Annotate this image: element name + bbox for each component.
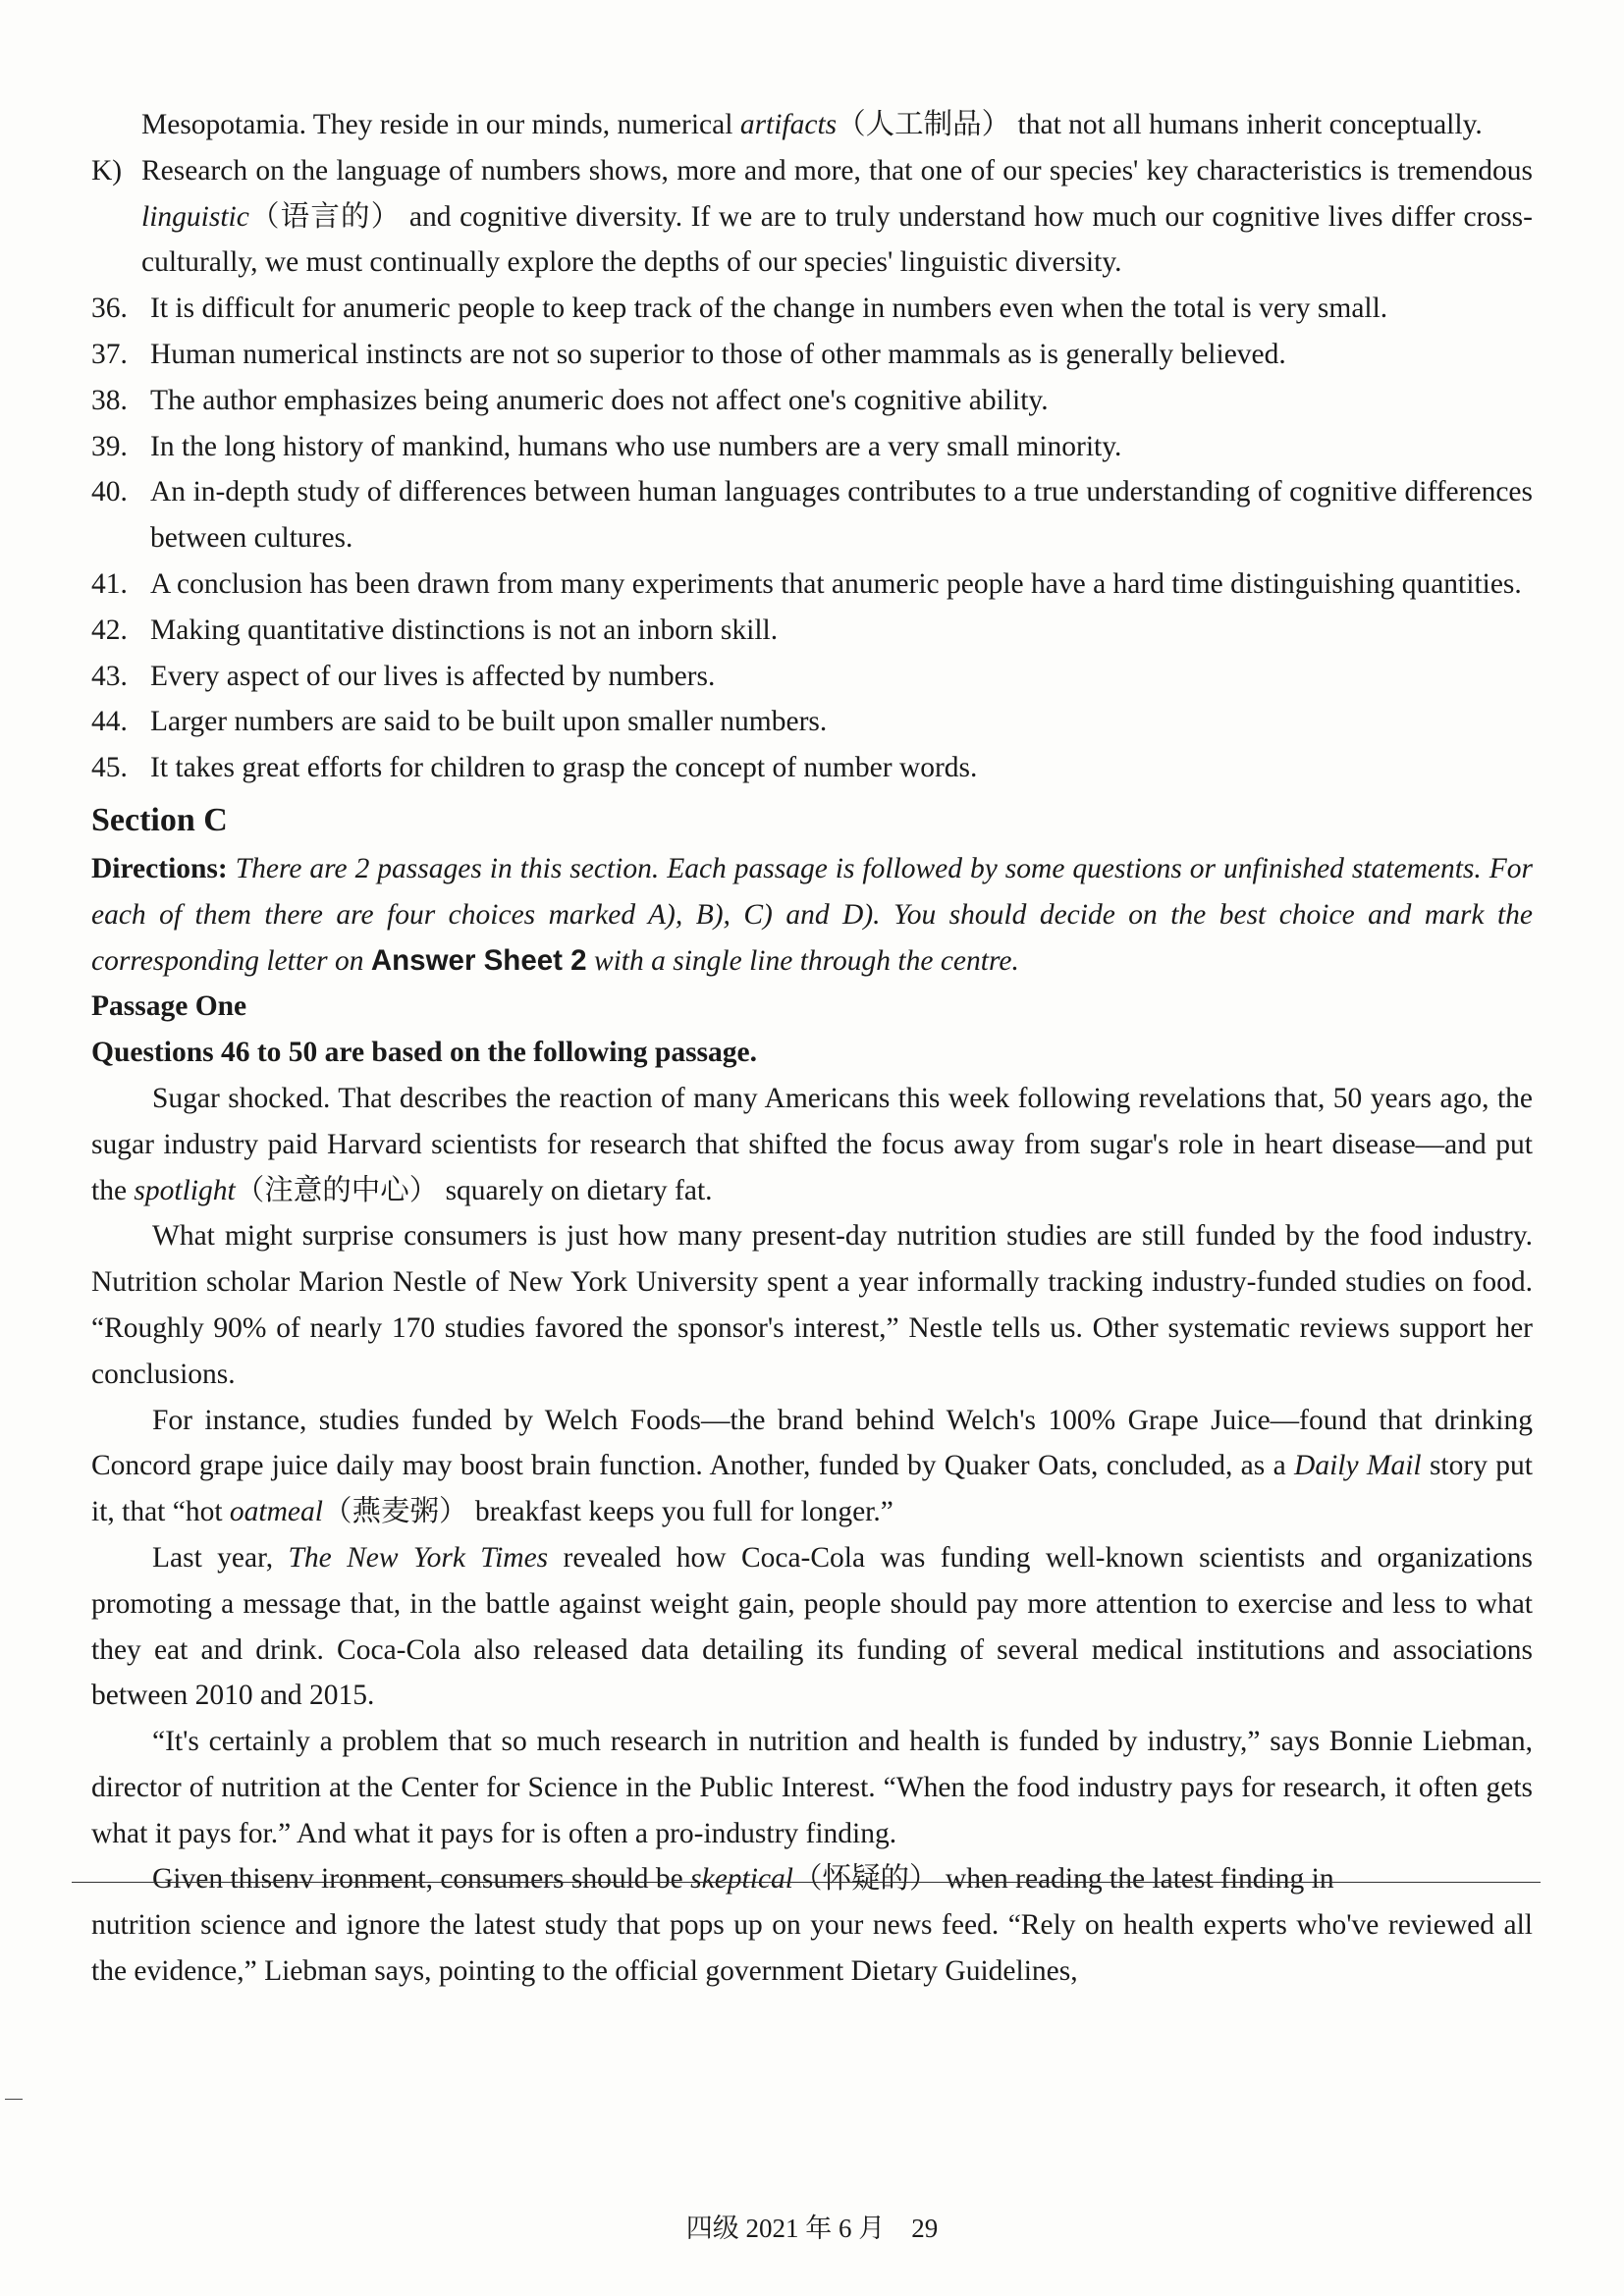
directions: [91, 846, 1533, 984]
statement-list: [91, 286, 1533, 791]
statement-text: A conclusion has been drawn from many experiments that anumeric people have a hard time distinguishing quantities.: [150, 567, 1522, 600]
statement-item: [91, 378, 1533, 424]
text: when reading the latest finding in: [938, 1863, 1334, 1896]
statement-item: [91, 654, 1533, 700]
text: and cognitive diversity. If we are to truly understand how much our cognitive lives differ cross-culturally, we must continually explore the depths of our species' linguistic diversity.: [141, 200, 1533, 279]
questions-range-line: Questions 46 to 50 are based on the following passage.: [91, 1037, 758, 1069]
statement-text: In the long history of mankind, humans who use numbers are a very small minority.: [150, 430, 1122, 462]
statement-item: [91, 424, 1533, 470]
passage-paragraph-3: [91, 1398, 1533, 1535]
statement-number: 45.: [91, 752, 128, 784]
statement-text: Making quantitative distinctions is not an inborn skill.: [150, 614, 779, 646]
passage-paragraph-4: [91, 1535, 1533, 1719]
directions-text: with a single line through the centre.: [586, 944, 1019, 977]
passage-paragraph-5: “It's certainly a problem that so much research in nutrition and health is funded by industry,” says Bonnie Liebman, director of nutrition at the Center for Science in the Public Interest. “When the food industry pays for research, it often gets what it pays for.” And what it pays for is often a pro-industry finding.: [91, 1726, 1533, 1849]
directions-label: Directions:: [91, 852, 228, 884]
italic-term: The New York Times: [288, 1541, 549, 1574]
statement-number: 44.: [91, 706, 128, 738]
statement-text: It is difficult for anumeric people to keep track of the change in numbers even when the total is very small.: [150, 293, 1388, 325]
italic-term: artifacts: [739, 109, 838, 140]
section-heading: Section C: [91, 801, 228, 838]
italic-term: Daily Mail: [1294, 1450, 1422, 1482]
statement-item: [91, 469, 1533, 561]
text: that not all humans inherit conceptually.: [1010, 109, 1483, 140]
statement-number: 42.: [91, 614, 128, 646]
italic-term: oatmeal: [229, 1496, 323, 1528]
statement-item: [91, 561, 1533, 608]
statement-number: 37.: [91, 338, 128, 370]
statement-text: Every aspect of our lives is affected by numbers.: [150, 660, 716, 692]
text: Mesopotamia. They reside in our minds, numerical: [141, 109, 740, 140]
answer-sheet-label: Answer Sheet 2: [370, 943, 587, 977]
text: breakfast keeps you full for longer.”: [467, 1496, 893, 1528]
text: squarely on dietary fat.: [438, 1174, 713, 1206]
chinese-gloss: （人工制品）: [837, 109, 1011, 140]
statement-item: [91, 332, 1533, 378]
statement-item: [91, 699, 1533, 745]
chinese-gloss: （燕麦粥）: [322, 1496, 468, 1528]
text: story put it, that “hot: [91, 1450, 1533, 1528]
page-content: [91, 102, 1533, 1995]
text: Given thisenv ironment, consumers should be: [152, 1863, 691, 1896]
text: For instance, studies funded by Welch Foods—the brand behind Welch's 100% Grape Juice—found that drinking Concord grape juice daily may boost brain function. Another, funded by Quaker Oats, concluded, as a: [91, 1404, 1533, 1482]
chinese-gloss: （怀疑的）: [793, 1863, 939, 1896]
italic-term: spotlight: [134, 1174, 236, 1206]
statement-number: 39.: [91, 430, 128, 462]
chinese-gloss: （注意的中心）: [235, 1174, 439, 1206]
text: Sugar shocked. That describes the reaction of many Americans this week following revelations that, 50 years ago, the sugar industry paid Harvard scientists for research that shifted the focus away from sugar's role in heart disease—and put the: [91, 1082, 1533, 1206]
margin-mark: [5, 2099, 23, 2100]
text: Last year,: [152, 1541, 289, 1574]
directions-text: There are 2 passages in this section. Each passage is followed by some questions or unfinished statements. For each of them there are four choices marked A), B), C) and D). You should decide on the best choice and mark the corresponding letter on: [91, 852, 1533, 977]
statement-number: 43.: [91, 660, 128, 692]
italic-term: linguistic: [141, 200, 249, 233]
passage-paragraph-2: What might surprise consumers is just how many present-day nutrition studies are still funded by the food industry. Nutrition scholar Marion Nestle of New York University spent a year informally tracking industry-funded studies on food. “Roughly 90% of nearly 170 studies favored the sponsor's interest,” Nestle tells us. Other systematic reviews support her conclusions.: [91, 1220, 1533, 1390]
statement-text: The author emphasizes being anumeric does not affect one's cognitive ability.: [150, 384, 1049, 416]
statement-item: [91, 286, 1533, 332]
chinese-gloss: （语言的）: [248, 200, 402, 233]
paragraph-k: [91, 148, 1533, 286]
statement-item: [91, 745, 1533, 791]
statement-item: [91, 608, 1533, 654]
statement-number: 36.: [91, 293, 128, 325]
statement-text: Larger numbers are said to be built upon smaller numbers.: [150, 706, 828, 738]
page-footer: 四级 2021 年 6 月 29: [685, 2214, 939, 2243]
statement-text: It takes great efforts for children to grasp the concept of number words.: [150, 752, 978, 784]
passage-paragraph-6-line-1: [91, 1856, 1533, 1902]
paragraph-j-continuation: [141, 102, 1533, 148]
passage-paragraph-1: [91, 1076, 1533, 1213]
passage-title: Passage One: [91, 990, 247, 1023]
paragraph-label: K): [91, 154, 123, 187]
passage-paragraph-6-rest: nutrition science and ignore the latest study that pops up on your news feed. “Rely on health experts who've reviewed all the evidence,” Liebman says, pointing to the official government Dietary Guidelines,: [91, 1909, 1533, 1988]
statement-text: Human numerical instincts are not so superior to those of other mammals as is generally believed.: [150, 338, 1286, 370]
statement-number: 38.: [91, 384, 128, 416]
statement-text: An in-depth study of differences between human languages contributes to a true understanding of cognitive differences between cultures.: [150, 476, 1533, 555]
italic-term: skeptical: [690, 1863, 793, 1896]
text: revealed how Coca-Cola was funding well-known scientists and organizations promoting a message that, in the battle against weight gain, people should pay more attention to exercise and less to what they eat and drink. Coca-Cola also released data detailing its funding of several medical institutions and associations between 2010 and 2015.: [91, 1541, 1534, 1712]
text: Research on the language of numbers shows, more and more, that one of our species' key characteristics is tremendous: [141, 154, 1533, 187]
statement-number: 41.: [91, 567, 128, 600]
statement-number: 40.: [91, 476, 128, 508]
